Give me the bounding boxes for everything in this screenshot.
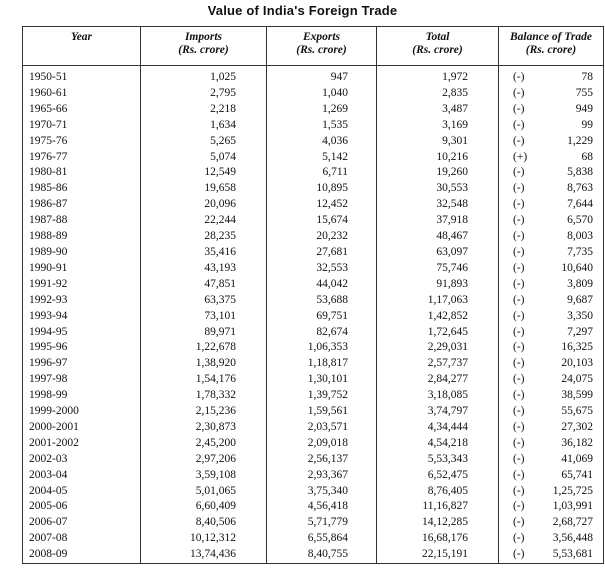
cell-imports: 43,193 xyxy=(141,261,267,277)
cell-total: 2,84,277 xyxy=(377,372,499,388)
table-row xyxy=(23,261,604,277)
table-row xyxy=(23,245,604,261)
cell-balance xyxy=(499,165,604,181)
table-row xyxy=(23,86,604,102)
balance-value: 8,763 xyxy=(567,182,593,195)
balance-sign: (+) xyxy=(513,150,528,163)
table-body xyxy=(23,66,604,564)
cell-balance xyxy=(499,325,604,341)
balance-sign: (-) xyxy=(513,389,525,402)
cell-year: 1996-97 xyxy=(29,357,68,370)
balance-value: 2,68,727 xyxy=(552,516,593,529)
cell-exports: 5,71,779 xyxy=(267,515,377,531)
cell-exports: 8,40,755 xyxy=(267,547,377,563)
cell-imports: 5,074 xyxy=(141,150,267,166)
cell-imports: 12,549 xyxy=(141,165,267,181)
cell-exports: 1,18,817 xyxy=(267,356,377,372)
cell-balance xyxy=(499,499,604,515)
cell-balance xyxy=(499,134,604,150)
table-row xyxy=(23,340,604,356)
cell-exports: 1,59,561 xyxy=(267,404,377,420)
cell-balance xyxy=(499,452,604,468)
balance-sign: (-) xyxy=(513,277,525,290)
header-imports: Imports (Rs. crore) xyxy=(141,27,267,66)
cell-exports: 12,452 xyxy=(267,197,377,213)
cell-imports: 13,74,436 xyxy=(141,547,267,563)
cell-total: 16,68,176 xyxy=(377,531,499,547)
cell-year: 1998-99 xyxy=(29,389,68,402)
cell-year: 1950-51 xyxy=(29,71,68,83)
table-row xyxy=(23,102,604,118)
cell-year: 1995-96 xyxy=(29,341,68,354)
balance-value: 3,350 xyxy=(567,309,593,322)
cell-total: 5,53,343 xyxy=(377,452,499,468)
balance-sign: (-) xyxy=(513,166,525,179)
cell-year: 1999-2000 xyxy=(29,405,79,418)
cell-imports: 5,265 xyxy=(141,134,267,150)
cell-exports: 6,55,864 xyxy=(267,531,377,547)
cell-balance xyxy=(499,340,604,356)
cell-balance xyxy=(499,102,604,118)
cell-imports: 22,244 xyxy=(141,213,267,229)
table-row xyxy=(23,150,604,166)
cell-exports: 6,711 xyxy=(267,165,377,181)
balance-value: 755 xyxy=(575,86,593,99)
cell-year: 2004-05 xyxy=(29,484,68,497)
header-year: Year xyxy=(23,27,141,66)
table-row xyxy=(23,181,604,197)
balance-value: 5,838 xyxy=(567,166,593,179)
cell-balance xyxy=(499,309,604,325)
balance-sign: (-) xyxy=(513,341,525,354)
balance-value: 7,644 xyxy=(567,198,593,211)
balance-sign: (-) xyxy=(513,357,525,370)
cell-year: 1987-88 xyxy=(29,214,68,227)
cell-year: 1990-91 xyxy=(29,261,68,274)
cell-imports: 2,45,200 xyxy=(141,436,267,452)
cell-imports: 63,375 xyxy=(141,293,267,309)
cell-year: 1975-76 xyxy=(29,134,68,147)
balance-sign: (-) xyxy=(513,182,525,195)
cell-balance xyxy=(499,86,604,102)
balance-sign: (-) xyxy=(513,436,525,449)
cell-balance xyxy=(499,293,604,309)
balance-sign: (-) xyxy=(513,293,525,306)
cell-total: 75,746 xyxy=(377,261,499,277)
cell-year: 1970-71 xyxy=(29,118,68,131)
cell-year: 1976-77 xyxy=(29,150,68,163)
cell-exports: 2,03,571 xyxy=(267,420,377,436)
header-row xyxy=(23,27,604,66)
cell-imports: 47,851 xyxy=(141,277,267,293)
cell-imports: 89,971 xyxy=(141,325,267,341)
table-row xyxy=(23,531,604,547)
cell-imports: 2,97,206 xyxy=(141,452,267,468)
table-row xyxy=(23,293,604,309)
cell-imports: 1,025 xyxy=(141,66,267,86)
cell-exports: 82,674 xyxy=(267,325,377,341)
cell-exports: 2,56,137 xyxy=(267,452,377,468)
cell-year: 2003-04 xyxy=(29,468,68,481)
cell-total: 48,467 xyxy=(377,229,499,245)
cell-total: 10,216 xyxy=(377,150,499,166)
header-total: Total (Rs. crore) xyxy=(377,27,499,66)
balance-value: 27,302 xyxy=(561,420,593,433)
table-row xyxy=(23,213,604,229)
balance-value: 3,56,448 xyxy=(552,532,593,545)
table-row xyxy=(23,499,604,515)
cell-exports: 1,39,752 xyxy=(267,388,377,404)
cell-exports: 1,269 xyxy=(267,102,377,118)
cell-year: 1985-86 xyxy=(29,182,68,195)
balance-value: 8,003 xyxy=(567,230,593,243)
cell-year: 1986-87 xyxy=(29,198,68,211)
cell-exports: 1,06,353 xyxy=(267,340,377,356)
cell-balance xyxy=(499,197,604,213)
cell-balance xyxy=(499,436,604,452)
cell-imports: 3,59,108 xyxy=(141,468,267,484)
cell-total: 1,72,645 xyxy=(377,325,499,341)
cell-balance xyxy=(499,245,604,261)
cell-exports: 1,535 xyxy=(267,118,377,134)
cell-year: 1988-89 xyxy=(29,230,68,243)
cell-exports: 947 xyxy=(267,66,377,86)
cell-total: 9,301 xyxy=(377,134,499,150)
cell-balance xyxy=(499,404,604,420)
cell-total: 8,76,405 xyxy=(377,484,499,500)
balance-sign: (-) xyxy=(513,309,525,322)
cell-exports: 5,142 xyxy=(267,150,377,166)
balance-value: 24,075 xyxy=(561,373,593,386)
cell-imports: 1,634 xyxy=(141,118,267,134)
balance-value: 1,25,725 xyxy=(552,484,593,497)
cell-year: 2001-2002 xyxy=(29,436,79,449)
table-row xyxy=(23,118,604,134)
cell-imports: 5,01,065 xyxy=(141,484,267,500)
balance-sign: (-) xyxy=(513,214,525,227)
cell-exports: 44,042 xyxy=(267,277,377,293)
cell-balance xyxy=(499,372,604,388)
table-row xyxy=(23,325,604,341)
cell-exports: 4,036 xyxy=(267,134,377,150)
cell-balance xyxy=(499,356,604,372)
cell-exports: 69,751 xyxy=(267,309,377,325)
cell-imports: 1,22,678 xyxy=(141,340,267,356)
cell-exports: 27,681 xyxy=(267,245,377,261)
cell-year: 2000-2001 xyxy=(29,420,79,433)
cell-total: 32,548 xyxy=(377,197,499,213)
balance-value: 9,687 xyxy=(567,293,593,306)
cell-balance xyxy=(499,484,604,500)
cell-exports: 2,93,367 xyxy=(267,468,377,484)
cell-total: 91,893 xyxy=(377,277,499,293)
cell-year: 1992-93 xyxy=(29,293,68,306)
foreign-trade-table xyxy=(22,26,604,564)
balance-sign: (-) xyxy=(513,325,525,338)
table-row xyxy=(23,515,604,531)
balance-sign: (-) xyxy=(513,420,525,433)
cell-balance xyxy=(499,213,604,229)
cell-total: 1,972 xyxy=(377,66,499,86)
cell-balance xyxy=(499,261,604,277)
cell-year: 1965-66 xyxy=(29,102,68,115)
balance-sign: (-) xyxy=(513,198,525,211)
table-row xyxy=(23,388,604,404)
table-row xyxy=(23,134,604,150)
cell-exports: 32,553 xyxy=(267,261,377,277)
cell-exports: 3,75,340 xyxy=(267,484,377,500)
cell-imports: 8,40,506 xyxy=(141,515,267,531)
cell-balance xyxy=(499,150,604,166)
balance-value: 6,570 xyxy=(567,214,593,227)
cell-exports: 1,30,101 xyxy=(267,372,377,388)
table-title: Value of India's Foreign Trade xyxy=(207,3,398,18)
cell-year: 1994-95 xyxy=(29,325,68,338)
cell-total: 2,29,031 xyxy=(377,340,499,356)
cell-total: 63,097 xyxy=(377,245,499,261)
balance-value: 99 xyxy=(581,118,593,131)
cell-exports: 15,674 xyxy=(267,213,377,229)
cell-total: 14,12,285 xyxy=(377,515,499,531)
cell-total: 4,54,218 xyxy=(377,436,499,452)
balance-value: 36,182 xyxy=(561,436,593,449)
table-row xyxy=(23,66,604,86)
balance-value: 7,735 xyxy=(567,245,593,258)
cell-total: 19,260 xyxy=(377,165,499,181)
balance-sign: (-) xyxy=(513,245,525,258)
cell-total: 3,18,085 xyxy=(377,388,499,404)
balance-value: 55,675 xyxy=(561,405,593,418)
cell-balance xyxy=(499,420,604,436)
cell-balance xyxy=(499,531,604,547)
cell-total: 22,15,191 xyxy=(377,547,499,563)
cell-year: 1960-61 xyxy=(29,86,68,99)
balance-value: 65,741 xyxy=(561,468,593,481)
cell-balance xyxy=(499,515,604,531)
cell-total: 3,74,797 xyxy=(377,404,499,420)
cell-total: 2,835 xyxy=(377,86,499,102)
balance-sign: (-) xyxy=(513,516,525,529)
cell-imports: 1,54,176 xyxy=(141,372,267,388)
cell-year: 1997-98 xyxy=(29,373,68,386)
cell-balance xyxy=(499,181,604,197)
balance-sign: (-) xyxy=(513,484,525,497)
table-row xyxy=(23,452,604,468)
header-balance: Balance of Trade (Rs. crore) xyxy=(499,27,604,66)
balance-value: 68 xyxy=(581,150,593,163)
cell-exports: 10,895 xyxy=(267,181,377,197)
cell-imports: 28,235 xyxy=(141,229,267,245)
cell-total: 3,487 xyxy=(377,102,499,118)
cell-balance xyxy=(499,277,604,293)
cell-year: 2006-07 xyxy=(29,516,68,529)
balance-sign: (-) xyxy=(513,86,525,99)
balance-value: 41,069 xyxy=(561,452,593,465)
cell-imports: 35,416 xyxy=(141,245,267,261)
balance-sign: (-) xyxy=(513,452,525,465)
table-row xyxy=(23,547,604,563)
cell-year: 2007-08 xyxy=(29,532,68,545)
cell-total: 3,169 xyxy=(377,118,499,134)
balance-value: 20,103 xyxy=(561,357,593,370)
cell-year: 1993-94 xyxy=(29,309,68,322)
balance-sign: (-) xyxy=(513,261,525,274)
balance-value: 3,809 xyxy=(567,277,593,290)
balance-value: 1,03,991 xyxy=(552,500,593,513)
balance-value: 78 xyxy=(581,71,593,83)
cell-year: 2005-06 xyxy=(29,500,68,513)
balance-sign: (-) xyxy=(513,468,525,481)
table-row xyxy=(23,404,604,420)
balance-value: 949 xyxy=(575,102,593,115)
cell-year: 1989-90 xyxy=(29,245,68,258)
table-row xyxy=(23,277,604,293)
balance-sign: (-) xyxy=(513,500,525,513)
cell-total: 6,52,475 xyxy=(377,468,499,484)
balance-value: 10,640 xyxy=(561,261,593,274)
cell-exports: 4,56,418 xyxy=(267,499,377,515)
cell-imports: 20,096 xyxy=(141,197,267,213)
table-row xyxy=(23,468,604,484)
table-row xyxy=(23,229,604,245)
cell-exports: 1,040 xyxy=(267,86,377,102)
cell-total: 2,57,737 xyxy=(377,356,499,372)
cell-balance xyxy=(499,118,604,134)
cell-year: 2002-03 xyxy=(29,452,68,465)
cell-total: 4,34,444 xyxy=(377,420,499,436)
cell-imports: 19,658 xyxy=(141,181,267,197)
cell-total: 11,16,827 xyxy=(377,499,499,515)
cell-balance xyxy=(499,547,604,563)
cell-imports: 1,38,920 xyxy=(141,356,267,372)
balance-sign: (-) xyxy=(513,71,525,83)
table-row xyxy=(23,484,604,500)
balance-value: 1,229 xyxy=(567,134,593,147)
cell-imports: 1,78,332 xyxy=(141,388,267,404)
cell-imports: 73,101 xyxy=(141,309,267,325)
balance-sign: (-) xyxy=(513,373,525,386)
cell-imports: 2,30,873 xyxy=(141,420,267,436)
table-row xyxy=(23,420,604,436)
balance-sign: (-) xyxy=(513,230,525,243)
cell-total: 37,918 xyxy=(377,213,499,229)
table-row xyxy=(23,356,604,372)
balance-sign: (-) xyxy=(513,405,525,418)
balance-sign: (-) xyxy=(513,548,525,561)
cell-year: 1991-92 xyxy=(29,277,68,290)
cell-exports: 2,09,018 xyxy=(267,436,377,452)
cell-imports: 10,12,312 xyxy=(141,531,267,547)
cell-year: 2008-09 xyxy=(29,548,68,561)
cell-imports: 2,218 xyxy=(141,102,267,118)
cell-exports: 20,232 xyxy=(267,229,377,245)
cell-total: 1,42,852 xyxy=(377,309,499,325)
table-row xyxy=(23,436,604,452)
balance-value: 7,297 xyxy=(567,325,593,338)
cell-imports: 6,60,409 xyxy=(141,499,267,515)
balance-value: 16,325 xyxy=(561,341,593,354)
header-exports: Exports (Rs. crore) xyxy=(267,27,377,66)
cell-total: 30,553 xyxy=(377,181,499,197)
cell-exports: 53,688 xyxy=(267,293,377,309)
cell-balance xyxy=(499,388,604,404)
balance-sign: (-) xyxy=(513,118,525,131)
cell-balance xyxy=(499,468,604,484)
cell-imports: 2,795 xyxy=(141,86,267,102)
cell-year: 1980-81 xyxy=(29,166,68,179)
balance-value: 5,53,681 xyxy=(552,548,593,561)
cell-total: 1,17,063 xyxy=(377,293,499,309)
cell-imports: 2,15,236 xyxy=(141,404,267,420)
cell-balance xyxy=(499,229,604,245)
balance-sign: (-) xyxy=(513,532,525,545)
table-row xyxy=(23,197,604,213)
balance-sign: (-) xyxy=(513,134,525,147)
cell-balance xyxy=(499,66,604,86)
balance-sign: (-) xyxy=(513,102,525,115)
table-row xyxy=(23,165,604,181)
table-row xyxy=(23,309,604,325)
balance-value: 38,599 xyxy=(561,389,593,402)
table-row xyxy=(23,372,604,388)
